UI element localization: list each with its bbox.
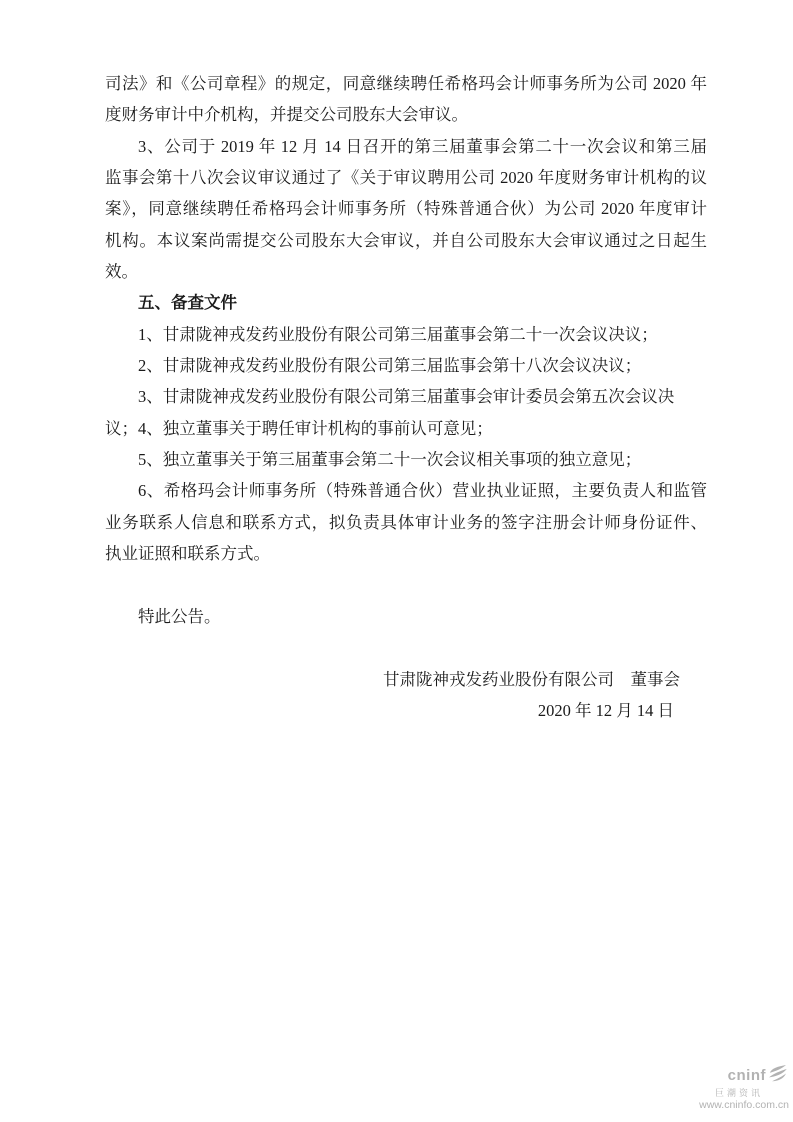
list-item: 5、独立董事关于第三届董事会第二十一次会议相关事项的独立意见； (138, 450, 642, 470)
body-line: 业务联系人信息和联系方式，拟负责具体审计业务的签字注册会计师身份证件、 (105, 512, 707, 532)
cninfo-url: www.cninfo.com.cn (699, 1098, 789, 1111)
body-line: 案》，同意继续聘任希格玛会计师事务所（特殊普通合伙）为公司 2020 年度审计 (105, 199, 707, 219)
blank-line (105, 632, 707, 663)
cninfo-logo-text: cninf (727, 1066, 766, 1084)
body-line: 执业证照和联系方式。 (105, 544, 270, 564)
body-line: 效。 (105, 262, 138, 282)
cninfo-watermark (699, 1065, 789, 1111)
list-item: 4、独立董事关于聘任审计机构的事前认可意见； (138, 418, 493, 438)
body-line: 司法》和《公司章程》的规定，同意继续聘任希格玛会计师事务所为公司 2020 年 (105, 74, 707, 93)
body-line: 监事会第十八次会议审议通过了《关于审议聘用公司 2020 年度财务审计机构的议 (105, 168, 707, 188)
body-line: 3、公司于 2019 年 12 月 14 日召开的第三届董事会第二十一次会议和第三届 (138, 136, 707, 156)
section-heading: 五、备查文件 (138, 293, 237, 313)
list-item: 6、希格玛会计师事务所（特殊普通合伙）营业执业证照，主要负责人和监管 (138, 481, 707, 501)
cninfo-subtitle: 巨潮资讯 (714, 1087, 763, 1098)
signature-company: 甘肃陇神戎发药业股份有限公司 董事会 (383, 669, 680, 689)
signature-date: 2020 年 12 月 14 日 (537, 700, 674, 720)
list-item: 1、甘肃陇神戎发药业股份有限公司第三届董事会第二十一次会议决议； (138, 324, 658, 344)
document-body (105, 68, 707, 726)
list-item: 2、甘肃陇神戎发药业股份有限公司第三届监事会第十八次会议决议； (138, 356, 642, 376)
list-item: 3、甘肃陇神戎发药业股份有限公司第三届董事会审计委员会第五次会议决议； (105, 387, 675, 438)
body-line: 机构。本议案尚需提交公司股东大会审议，并自公司股东大会审议通过之日起生 (105, 230, 707, 250)
cninfo-swirl-icon (768, 1065, 787, 1086)
blank-line (105, 570, 707, 601)
body-line: 度财务审计中介机构，并提交公司股东大会审议。 (105, 105, 468, 125)
closing-line: 特此公告。 (138, 606, 221, 626)
